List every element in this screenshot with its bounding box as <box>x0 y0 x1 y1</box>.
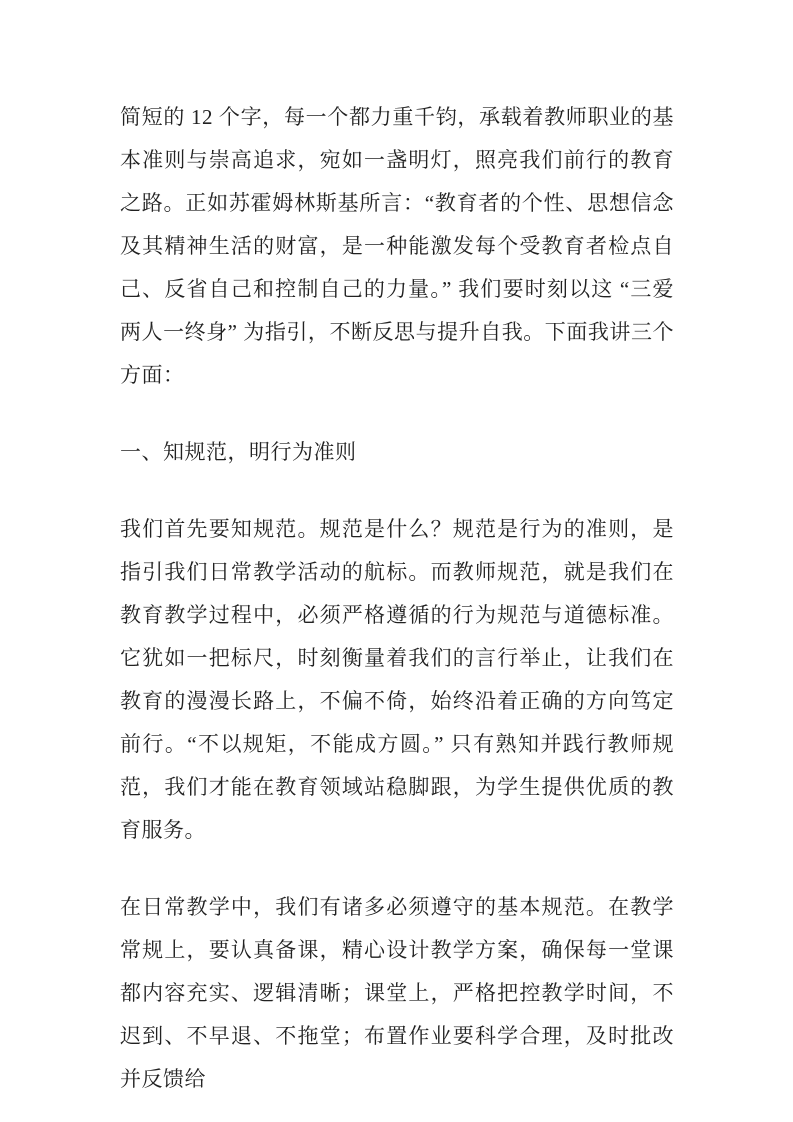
section-paragraph: 我们首先要知规范。规范是什么？规范是行为的准则，是指引我们日常教学活动的航标。而教师规范，就是我们在教育教学过程中，必须严格遵循的行为规范与道德标准。它犹如一把标尺，时刻衡量着我们的言行举止，让我们在教育的漫漫长路上，不偏不倚，始终沿着正确的方向笃定前行。“不以规矩，不能成方圆。” 只有熟知并践行教师规范，我们才能在教育领域站稳脚跟，为学生提供优质的教育服务。 <box>120 517 674 842</box>
intro-paragraph: 简短的 12 个字，每一个都力重千钧，承载着教师职业的基本准则与崇高追求，宛如一盏明灯，照亮我们前行的教育之路。正如苏霍姆林斯基所言：“教育者的个性、思想信念及其精神生活的财富，是一种能激发每个受教育者检点自己、反省自己和控制自己的力量。” 我们要时刻以这 “三爱两人一终身” 为指引，不断反思与提升自我。下面我讲三个方面： <box>120 105 674 387</box>
document-content <box>120 96 674 1101</box>
section-heading: 一、知规范，明行为准则 <box>120 440 357 464</box>
section-paragraph: 在日常教学中，我们有诸多必须遵守的基本规范。在教学常规上，要认真备课，精心设计教学方案，确保每一堂课都内容充实、逻辑清晰；课堂上，严格把控教学时间，不迟到、不早退、不拖堂；布置作业要科学合理，及时批改并反馈给 <box>120 895 674 1091</box>
